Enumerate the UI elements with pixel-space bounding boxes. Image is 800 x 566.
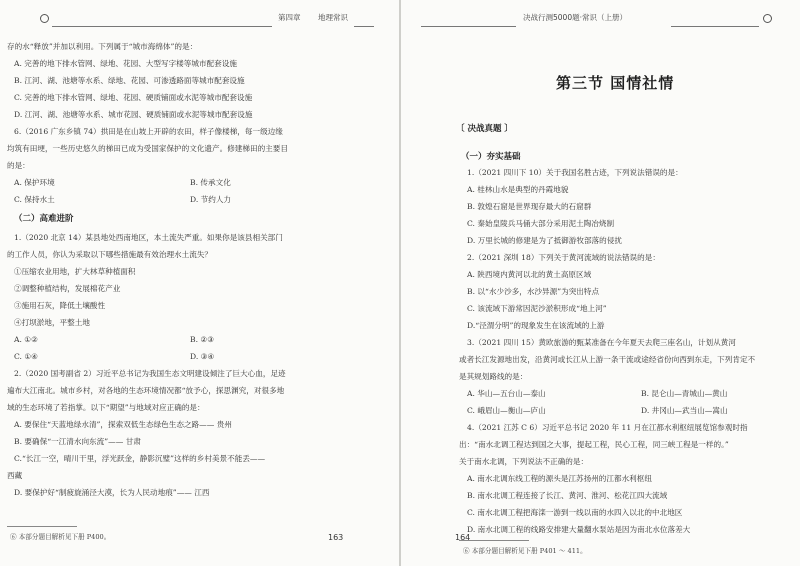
option-line: A. ①②	[14, 335, 38, 344]
option-line: D. 江河、湖、池塘等水系、城市花园、硬质铺面或水泥等城市配套设施	[14, 110, 253, 119]
option-line: ④打坝淤地，平整土地	[14, 318, 90, 327]
option-line: B. 江河、湖、池塘等水系、绿地、花园、可渗透路面等城市配套设施	[14, 76, 245, 85]
text-line: 均筑有田埂，一些历史悠久的梯田已成为受国家保护的文化遗产。修建梯田的主要目	[7, 144, 288, 153]
option-line: B. 南水北调工程连接了长江、黄河、淮河、松花江四大流域	[467, 491, 668, 500]
section-title: 第三节 国情社情	[556, 74, 675, 92]
option-line: ①压缩农业用地，扩大林草种植面积	[14, 267, 136, 276]
option-line: D. 万里长城的修建是为了抵御游牧部落的侵扰	[467, 236, 622, 245]
text-line: 域的生态环境了若指掌。以下“期望”与地域对应正确的是：	[7, 403, 205, 412]
chapter-title: 地理常识	[318, 13, 348, 22]
option-line: B. ②③	[190, 335, 215, 344]
option-line: D. 井冈山—武当山—嵩山	[641, 406, 728, 415]
header-ornament-icon	[763, 14, 772, 23]
header-rule	[52, 26, 272, 27]
text-line: 是其规划路线的是：	[459, 372, 528, 381]
section-heading: （二）高难进阶	[14, 214, 74, 224]
header-rule-end	[354, 26, 374, 27]
option-line: A. 华山—五台山—泰山	[467, 389, 546, 398]
right-page	[401, 0, 800, 566]
text-line: 出：“南水北调工程达到国之大事，提起工程，民心工程，同三峡工程是一样的。”	[459, 440, 729, 449]
subsection-heading: 〔 决战真题 〕	[456, 124, 513, 134]
footnote: ⑥ 本部分题目解析见下册 P401 ～ 411。	[463, 547, 587, 555]
option-line: B. 要确保“一江清水向东流”—— 甘肃	[14, 437, 141, 446]
option-line: D. 节约人力	[190, 195, 232, 204]
option-line: B. 昆仑山—青城山—黄山	[641, 389, 728, 398]
question-line: 2.（2020 国考副省 2）习近平总书记为我国生态文明建设倾注了巨大心血，足迹	[14, 369, 286, 378]
chapter-label: 第四章	[278, 13, 301, 22]
left-page	[0, 0, 399, 566]
option-line: A. 要保住“天蓝地绿水清”，探索双低生态绿色生态之路—— 贵州	[14, 420, 232, 429]
option-line: C. 峨眉山—衡山—庐山	[467, 406, 546, 415]
option-line: C.“长江一空，晴川干里，浮光跃金，静影沉璧”这样的乡村美景不能丢——	[14, 454, 266, 463]
option-line: A. 保护环境	[14, 178, 55, 187]
section-heading: （一）夯实基础	[461, 152, 521, 162]
question-line: 3.（2021 四川 15）黄欧旅游的甄某准备在今年夏天去爬三座名山，计划从黄河	[467, 338, 736, 347]
question-line: 4.（2021 江苏 C 6）习近平总书记 2020 年 11 月在江都水利枢纽展览馆参观时指	[467, 423, 748, 432]
option-line: D. 要保护好“制疲旋涌泾大漠，长为人民动地痕”—— 江西	[14, 488, 210, 497]
option-line: A. 南水北调东线工程的源头是江苏扬州的江都水利枢纽	[467, 474, 652, 483]
option-line: C. 南水北调工程把海滦一游到一线以南的水四入以北的中北地区	[467, 508, 683, 517]
option-line: C. 秦始皇陵兵马俑大部分采用泥土陶冶烧制	[467, 219, 615, 228]
option-line: ②调整种植结构，发展棉花产业	[14, 284, 121, 293]
text-line: 关于南水北调，下列说法不正确的是：	[459, 457, 589, 466]
option-line: D.“泾渭分明”的现象发生在该流域的上游	[467, 321, 605, 330]
text-line: 存的水“释放”并加以利用。下列属于“城市海绵体”的是：	[7, 42, 198, 51]
question-line: 1.（2020 北京 14）某县地处西南地区，本土流失严重。如果你是该县相关部门	[14, 233, 283, 242]
footnote-rule	[7, 526, 77, 527]
header-rule-end	[671, 26, 759, 27]
option-line: C. 保持水土	[14, 195, 55, 204]
text-line: 或者长江发源地出发，沿黄河或长江从上游一条干流或途经省份向西到东走，下列肯定不	[459, 355, 756, 364]
option-line: A. 陕西境内黄河以北的黄土高原区域	[467, 270, 592, 279]
question-line: 2.（2021 深圳 18）下列关于黄河流域的说法错误的是：	[467, 253, 660, 262]
text-line: 的工作人员，你认为采取以下哪些措施最有效治理水土流失？	[7, 250, 213, 259]
option-line: B. 以“水少沙多，水沙异源”为突出特点	[467, 287, 600, 296]
option-line: B. 传承文化	[190, 178, 231, 187]
option-line: ③施用石灰，降低土壤酸性	[14, 301, 106, 310]
footnote: ⑥ 本部分题目解析见下册 P400。	[10, 533, 111, 541]
option-line: C. 完善的地下排水管网、绿地、花园、硬质铺面或水泥等城市配套设施	[14, 93, 253, 102]
option-line: B. 敦煌石窟是世界现存最大的石窟群	[467, 202, 592, 211]
option-line: C. ①④	[14, 352, 38, 361]
option-line: D. ③④	[190, 352, 215, 361]
question-line: 6.（2016 广东乡镇 74）拱田是在山坡上开辟的农田，样子像楼梯，每一级边缘	[14, 127, 283, 136]
page-number: 164	[455, 533, 471, 542]
option-line: D. 南水北调工程的线路安排建大量翻水泵站是因为南北水位落差大	[467, 525, 691, 534]
book-title: 决战行测5000题·常识（上册）	[523, 13, 627, 22]
header-rule	[421, 26, 516, 27]
text-line: 的是：	[7, 161, 30, 170]
page-number: 163	[328, 533, 344, 542]
option-line: A. 桂林山水是典型的丹霞地貌	[467, 185, 569, 194]
option-line: A. 完善的地下排水管网、绿地、花园、大型写字楼等城市配套设施	[14, 59, 237, 68]
question-line: 1.（2021 四川下 10）关于我国名胜古迹，下列说法错误的是：	[467, 168, 683, 177]
header-ornament-icon	[40, 14, 49, 23]
text-line: 西藏	[7, 471, 23, 480]
option-line: C. 该流域下游常因泥沙淤积形成“地上河”	[467, 304, 607, 313]
text-line: 遍布大江南北。城市乡村，对各地的生态环境情况都“放予心，探思渊究，对很多地	[7, 386, 285, 395]
